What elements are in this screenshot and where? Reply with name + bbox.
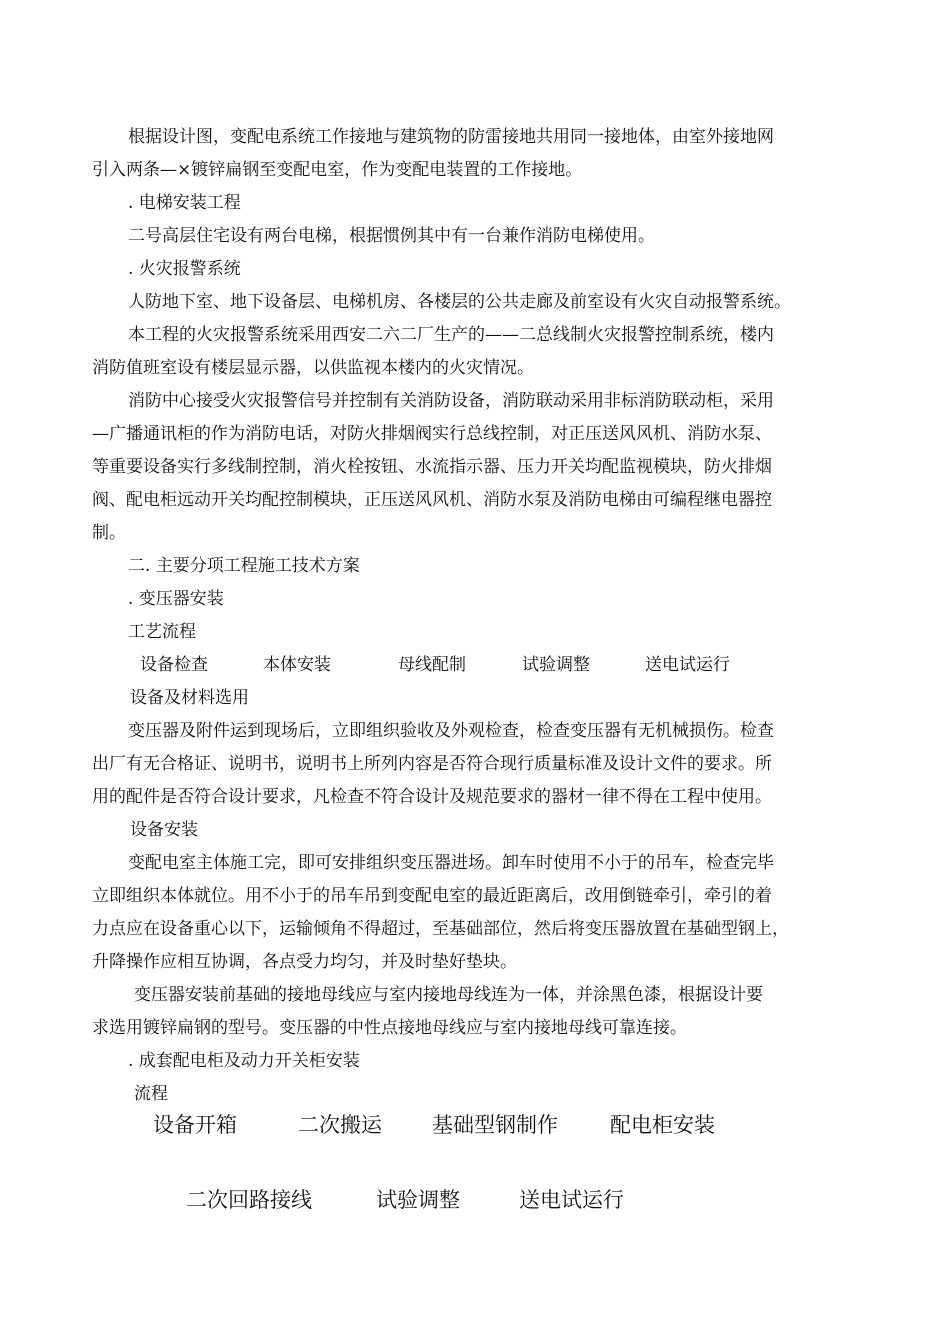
flow-step: 试验调整 <box>376 1188 460 1212</box>
paragraph-materials-line-3: 用的配件是否符合设计要求，凡检查不符合设计及规范要求的器材一律不得在工程中使用。 <box>92 787 772 807</box>
paragraph-fire-center-line-1: 消防中心接受火灾报警信号并控制有关消防设备，消防联动采用非标消防联动柜，采用 <box>128 391 774 411</box>
paragraph-grounding-line-2: 引入两条—×镀锌扁钢至变配电室，作为变配电装置的工作接地。 <box>92 160 583 180</box>
flow-step: 二次回路接线 <box>186 1188 312 1212</box>
paragraph-install-line-4: 升降操作应相互协调，各点受力均匀，并及时垫好垫块。 <box>92 952 517 972</box>
flow-step: 送电试运行 <box>645 655 730 675</box>
paragraph-install-line-1: 变配电室主体施工完，即可安排组织变压器进场。卸车时使用不小于的吊车，检查完毕 <box>128 853 774 873</box>
paragraph-fire-system-line-1: 本工程的火灾报警系统采用西安二六二厂生产的——二总线制火灾报警控制系统，楼内 <box>128 325 774 345</box>
heading-cabinet: . 成套配电柜及动力开关柜安装 <box>128 1051 360 1071</box>
heading-process: 工艺流程 <box>128 622 196 642</box>
paragraph-install-line-3: 力点应在设备重心以下，运输倾角不得超过，至基础部位，然后将变压器放置在基础型钢上， <box>92 919 789 939</box>
flow-step: 本体安装 <box>263 655 331 675</box>
flow-step: 设备开箱 <box>153 1113 237 1137</box>
paragraph-fire-system-line-2: 消防值班室设有楼层显示器，以供监视本楼内的火灾情况。 <box>92 358 534 378</box>
flow-step: 送电试运行 <box>519 1188 624 1212</box>
heading-fire-alarm: . 火灾报警系统 <box>128 259 241 279</box>
paragraph-fire-center-line-3: 等重要设备实行多线制控制，消火栓按钮、水流指示器、压力开关均配监视模块，防火排烟 <box>92 457 772 477</box>
flow-step: 设备检查 <box>140 655 208 675</box>
paragraph-fire-center-line-5: 制。 <box>92 523 126 543</box>
flow-step: 配电柜安装 <box>610 1113 715 1137</box>
flow-step: 试验调整 <box>522 655 590 675</box>
heading-flow: 流程 <box>134 1084 168 1104</box>
paragraph-materials-line-2: 出厂有无合格证、说明书，说明书上所列内容是否符合现行质量标准及设计文件的要求。所 <box>92 754 772 774</box>
heading-elevator: . 电梯安装工程 <box>128 193 241 213</box>
paragraph-fire-alarm-scope: 人防地下室、地下设备层、电梯机房、各楼层的公共走廊及前室设有火灾自动报警系统。 <box>128 292 791 312</box>
heading-transformer: . 变压器安装 <box>128 589 224 609</box>
heading-install: 设备安装 <box>130 820 198 840</box>
paragraph-materials-line-1: 变压器及附件运到现场后，立即组织验收及外观检查，检查变压器有无机械损伤。检查 <box>128 721 774 741</box>
paragraph-fire-center-line-4: 阀、配电柜远动开关均配控制模块，正压送风风机、消防水泵及消防电梯由可编程继电器控 <box>92 490 772 510</box>
flow-step: 母线配制 <box>398 655 466 675</box>
paragraph-elevator: 二号高层住宅设有两台电梯，根据惯例其中有一台兼作消防电梯使用。 <box>128 226 655 246</box>
heading-main-section: 二. 主要分项工程施工技术方案 <box>128 556 360 576</box>
paragraph-fire-center-line-2: —广播通讯柜的作为消防电话，对防火排烟阀实行总线控制，对正压送风风机、消防水泵、 <box>92 424 772 444</box>
heading-materials: 设备及材料选用 <box>130 688 249 708</box>
paragraph-grounding-line-1: 根据设计图，变配电系统工作接地与建筑物的防雷接地共用同一接地体，由室外接地网 <box>128 127 774 147</box>
flow-step: 基础型钢制作 <box>432 1113 558 1137</box>
paragraph-grounding-bus-line-1: 变压器安装前基础的接地母线应与室内接地母线连为一体，并涂黑色漆，根据设计要 <box>134 985 763 1005</box>
paragraph-grounding-bus-line-2: 求选用镀锌扁钢的型号。变压器的中性点接地母线应与室内接地母线可靠连接。 <box>92 1018 687 1038</box>
paragraph-install-line-2: 立即组织本体就位。用不小于的吊车吊到变配电室的最近距离后，改用倒链牵引，牵引的着 <box>92 886 772 906</box>
flow-step: 二次搬运 <box>298 1113 382 1137</box>
